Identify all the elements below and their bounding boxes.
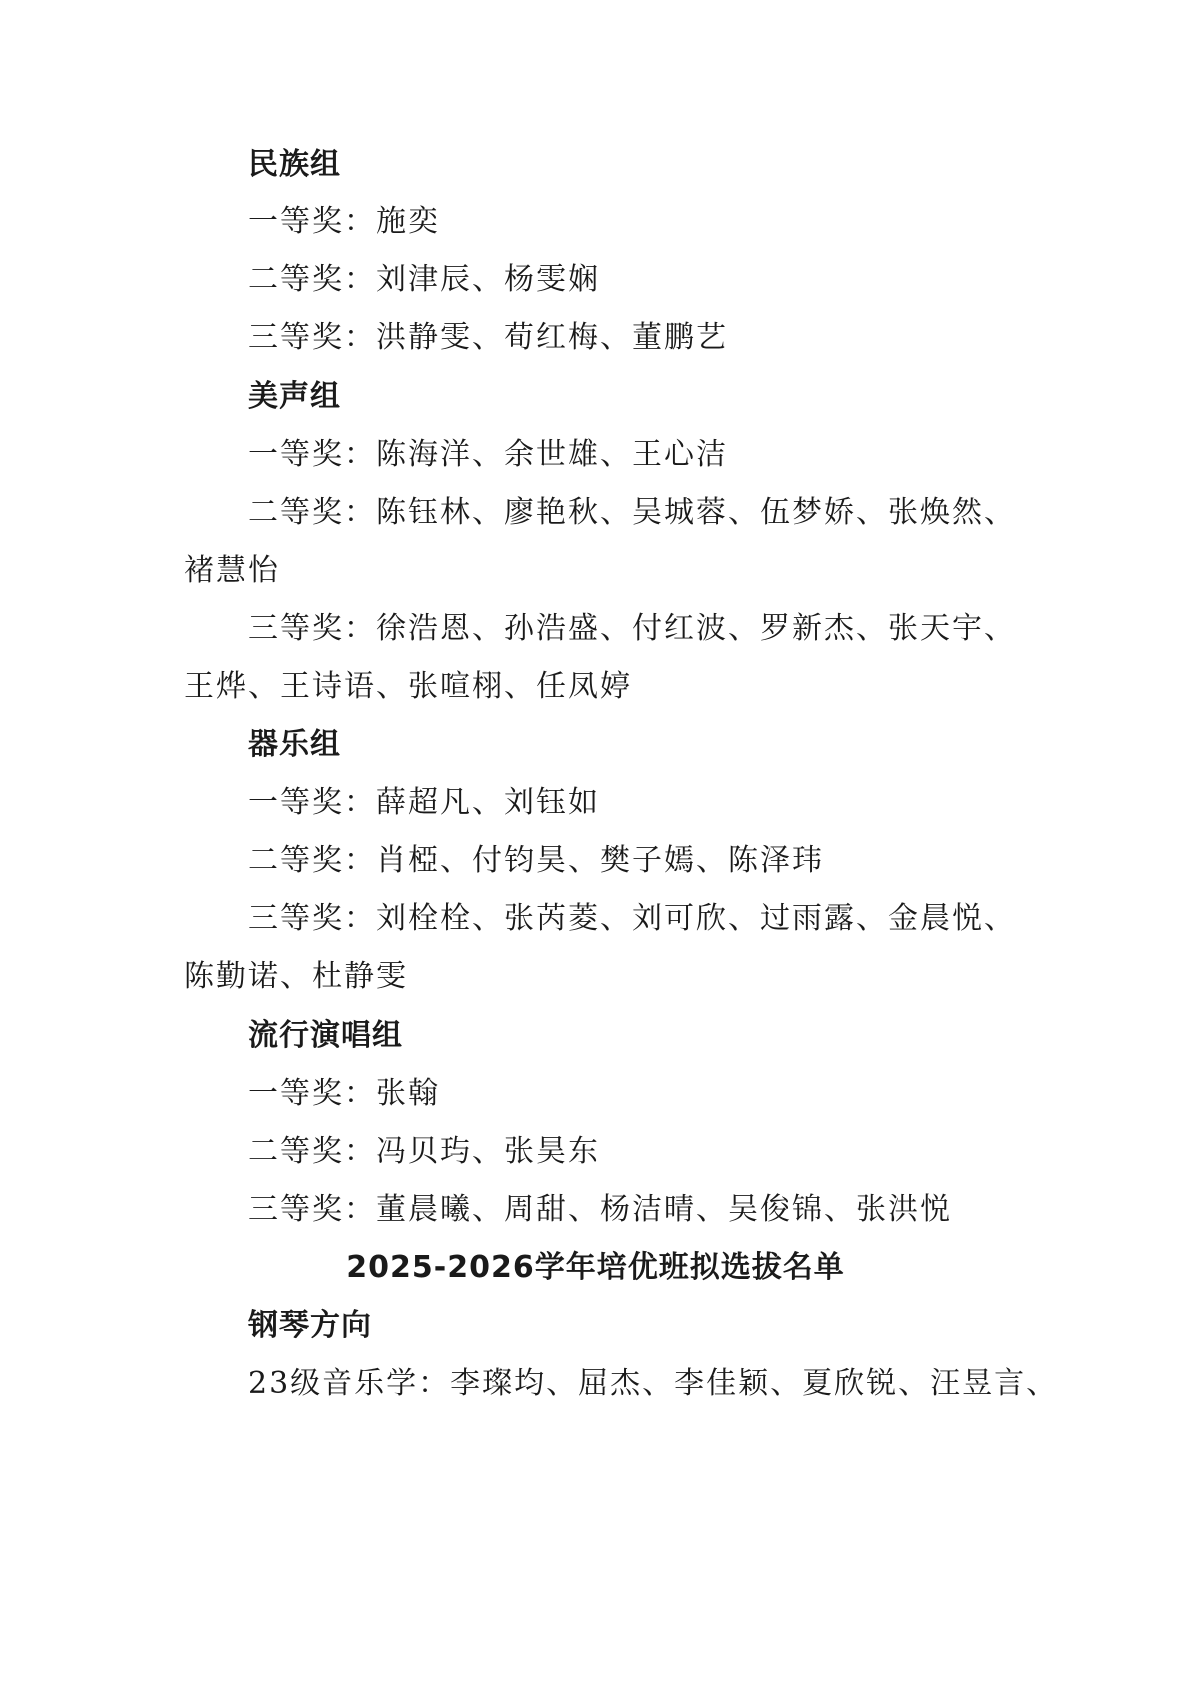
award-line-bel-canto-first: 一等奖：陈海洋、余世雄、王心洁 <box>248 437 728 472</box>
award-line-ethnic-third: 三等奖：洪静雯、荀红梅、董鹏艺 <box>248 320 728 355</box>
award-line-ethnic-second: 二等奖：刘津辰、杨雯娴 <box>248 262 600 297</box>
award-line-instrumental-third-cont: 陈勤诺、杜静雯 <box>184 959 408 994</box>
award-line-bel-canto-third-cont: 王烨、王诗语、张喧栩、任凤婷 <box>184 669 632 704</box>
award-line-bel-canto-third: 三等奖：徐浩恩、孙浩盛、付红波、罗新杰、张天宇、 <box>248 611 1016 646</box>
section-heading-ethnic: 民族组 <box>248 147 341 182</box>
award-line-bel-canto-second-cont: 褚慧怡 <box>184 553 280 588</box>
award-line-pop-first: 一等奖：张翰 <box>248 1076 440 1111</box>
award-line-bel-canto-second: 二等奖：陈钰林、廖艳秋、吴城蓉、伍梦娇、张焕然、 <box>248 495 1016 530</box>
selection-list-title: 2025-2026学年培优班拟选拔名单 <box>346 1250 845 1285</box>
section-heading-bel-canto: 美声组 <box>248 379 341 414</box>
section-heading-instrumental: 器乐组 <box>248 727 341 762</box>
award-line-pop-second: 二等奖：冯贝玙、张昊东 <box>248 1134 600 1169</box>
award-line-instrumental-third: 三等奖：刘栓栓、张芮菱、刘可欣、过雨露、金晨悦、 <box>248 901 1016 936</box>
award-line-instrumental-second: 二等奖：肖椏、付钧昊、樊子嫣、陈泽玮 <box>248 843 824 878</box>
award-line-ethnic-first: 一等奖：施奕 <box>248 204 440 239</box>
section-heading-piano: 钢琴方向 <box>248 1308 372 1343</box>
award-line-pop-third: 三等奖：董晨曦、周甜、杨洁晴、吴俊锦、张洪悦 <box>248 1192 952 1227</box>
award-line-instrumental-first: 一等奖：薛超凡、刘钰如 <box>248 785 600 820</box>
piano-list-line-23: 23级音乐学：李璨均、屈杰、李佳颖、夏欣锐、汪昱言、 <box>248 1366 1059 1401</box>
section-heading-pop: 流行演唱组 <box>248 1018 403 1053</box>
